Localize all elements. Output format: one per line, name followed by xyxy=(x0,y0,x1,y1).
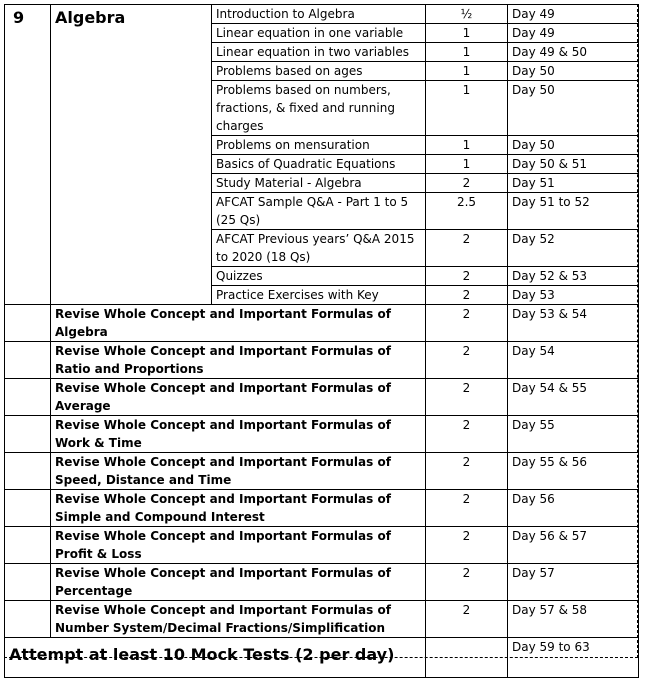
topic-cell: AFCAT Previous years’ Q&A 2015 to 2020 (18 Qs) xyxy=(212,230,426,267)
topic-cell: Study Material - Algebra xyxy=(212,174,426,193)
days-count-cell xyxy=(426,638,508,678)
schedule-cell: Day 55 xyxy=(508,416,639,453)
revision-text: Revise Whole Concept and Important Formulas of Percentage xyxy=(51,564,426,601)
days-count-cell: 1 xyxy=(426,136,508,155)
days-count-cell: 2.5 xyxy=(426,193,508,230)
days-count-cell: 2 xyxy=(426,416,508,453)
study-plan-table xyxy=(4,4,639,678)
days-count-cell: 2 xyxy=(426,379,508,416)
revision-text: Revise Whole Concept and Important Formulas of Speed, Distance and Time xyxy=(51,453,426,490)
days-count-cell: ½ xyxy=(426,5,508,24)
days-count-cell: 2 xyxy=(426,342,508,379)
schedule-cell: Day 50 xyxy=(508,136,639,155)
section-title: Algebra xyxy=(51,5,212,305)
revision-text: Revise Whole Concept and Important Formulas of Ratio and Proportions xyxy=(51,342,426,379)
topic-cell: Problems based on numbers, fractions, & fixed and running charges xyxy=(212,81,426,136)
schedule-cell: Day 49 xyxy=(508,24,639,43)
schedule-cell: Day 51 to 52 xyxy=(508,193,639,230)
revision-text: Revise Whole Concept and Important Formulas of Average xyxy=(51,379,426,416)
days-count-cell: 1 xyxy=(426,43,508,62)
mock-tests-text: Attempt at least 10 Mock Tests (2 per day) xyxy=(5,638,426,678)
empty-cell xyxy=(5,601,51,638)
schedule-cell: Day 49 xyxy=(508,5,639,24)
revision-text: Revise Whole Concept and Important Formulas of Simple and Compound Interest xyxy=(51,490,426,527)
schedule-cell: Day 53 xyxy=(508,286,639,305)
topic-cell: Linear equation in one variable xyxy=(212,24,426,43)
revision-row xyxy=(5,490,639,527)
days-count-cell: 2 xyxy=(426,230,508,267)
days-count-cell: 2 xyxy=(426,174,508,193)
mock-tests-row xyxy=(5,638,639,678)
schedule-cell: Day 54 & 55 xyxy=(508,379,639,416)
revision-text: Revise Whole Concept and Important Formulas of Algebra xyxy=(51,305,426,342)
topic-cell: Problems based on ages xyxy=(212,62,426,81)
topic-cell: Problems on mensuration xyxy=(212,136,426,155)
schedule-cell: Day 50 xyxy=(508,81,639,136)
topic-cell: AFCAT Sample Q&A - Part 1 to 5 (25 Qs) xyxy=(212,193,426,230)
topic-cell: Linear equation in two variables xyxy=(212,43,426,62)
table-row xyxy=(5,5,639,24)
days-count-cell: 2 xyxy=(426,564,508,601)
empty-cell xyxy=(5,416,51,453)
schedule-cell: Day 57 & 58 xyxy=(508,601,639,638)
days-count-cell: 2 xyxy=(426,601,508,638)
revision-row xyxy=(5,305,639,342)
empty-cell xyxy=(5,453,51,490)
schedule-cell: Day 59 to 63 xyxy=(508,638,639,678)
days-count-cell: 1 xyxy=(426,81,508,136)
revision-row xyxy=(5,453,639,490)
empty-cell xyxy=(5,342,51,379)
revision-row xyxy=(5,379,639,416)
section-number: 9 xyxy=(5,5,51,305)
revision-text: Revise Whole Concept and Important Formulas of Number System/Decimal Fractions/Simplification xyxy=(51,601,426,638)
revision-row xyxy=(5,416,639,453)
revision-row xyxy=(5,342,639,379)
empty-cell xyxy=(5,379,51,416)
study-plan-body xyxy=(5,5,639,678)
days-count-cell: 1 xyxy=(426,24,508,43)
days-count-cell: 2 xyxy=(426,305,508,342)
days-count-cell: 2 xyxy=(426,527,508,564)
schedule-cell: Day 56 & 57 xyxy=(508,527,639,564)
revision-row xyxy=(5,601,639,638)
topic-cell: Practice Exercises with Key xyxy=(212,286,426,305)
empty-cell xyxy=(5,305,51,342)
schedule-cell: Day 50 & 51 xyxy=(508,155,639,174)
revision-text: Revise Whole Concept and Important Formulas of Profit & Loss xyxy=(51,527,426,564)
schedule-cell: Day 57 xyxy=(508,564,639,601)
revision-text: Revise Whole Concept and Important Formulas of Work & Time xyxy=(51,416,426,453)
empty-cell xyxy=(5,490,51,527)
schedule-cell: Day 50 xyxy=(508,62,639,81)
schedule-cell: Day 52 & 53 xyxy=(508,267,639,286)
revision-row xyxy=(5,564,639,601)
days-count-cell: 2 xyxy=(426,286,508,305)
schedule-cell: Day 49 & 50 xyxy=(508,43,639,62)
topic-cell: Quizzes xyxy=(212,267,426,286)
schedule-cell: Day 55 & 56 xyxy=(508,453,639,490)
revision-row xyxy=(5,527,639,564)
topic-cell: Introduction to Algebra xyxy=(212,5,426,24)
schedule-cell: Day 51 xyxy=(508,174,639,193)
empty-cell xyxy=(5,527,51,564)
days-count-cell: 1 xyxy=(426,62,508,81)
schedule-cell: Day 56 xyxy=(508,490,639,527)
days-count-cell: 2 xyxy=(426,267,508,286)
schedule-cell: Day 54 xyxy=(508,342,639,379)
days-count-cell: 2 xyxy=(426,490,508,527)
days-count-cell: 2 xyxy=(426,453,508,490)
schedule-cell: Day 52 xyxy=(508,230,639,267)
empty-cell xyxy=(5,564,51,601)
days-count-cell: 1 xyxy=(426,155,508,174)
topic-cell: Basics of Quadratic Equations xyxy=(212,155,426,174)
schedule-cell: Day 53 & 54 xyxy=(508,305,639,342)
